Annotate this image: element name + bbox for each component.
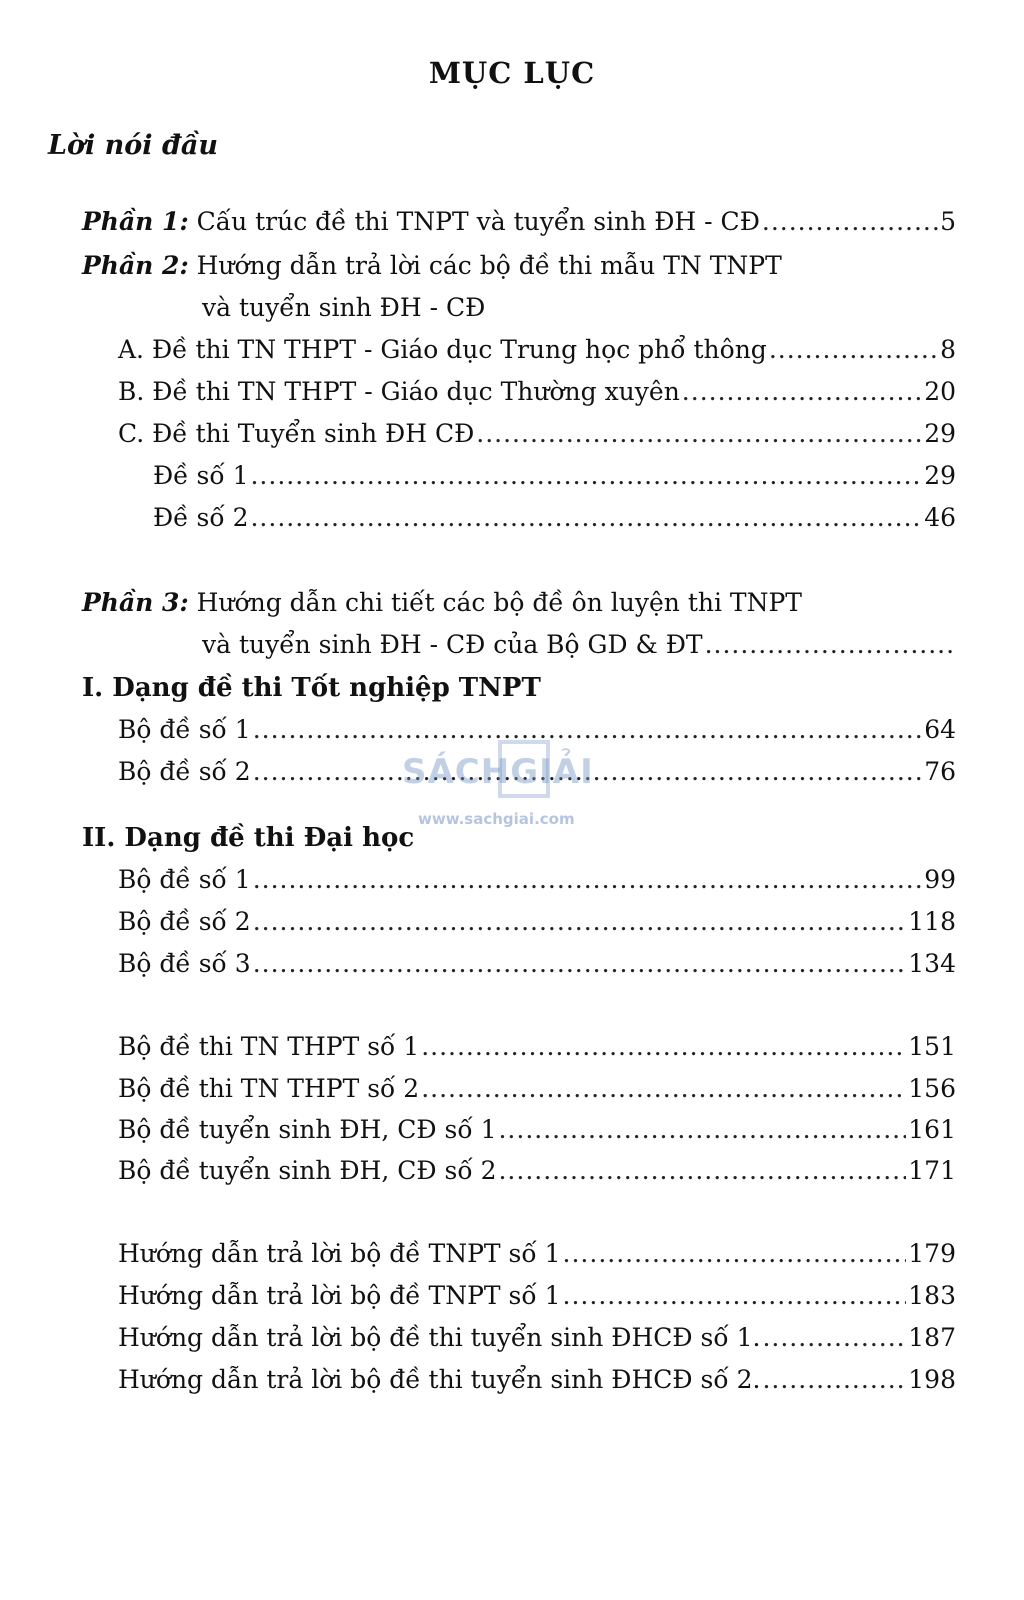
page-number: 161 <box>908 1115 956 1144</box>
toc-entry[interactable] <box>118 1074 956 1104</box>
leader-dots <box>253 949 907 979</box>
entry-text: Bộ đề số 1 <box>118 865 251 894</box>
leader-dots <box>253 757 923 787</box>
leader-dots <box>762 1365 906 1395</box>
entry-text: Đề số 1 <box>153 461 249 490</box>
page-number: 118 <box>908 907 956 936</box>
leader-dots <box>769 335 938 365</box>
entry-text: Hướng dẫn trả lời bộ đề TNPT số 1 <box>118 1281 561 1310</box>
watermark <box>402 740 602 840</box>
toc-entry-part3-cont <box>202 630 956 660</box>
page-number: 171 <box>908 1156 956 1185</box>
page-number: 76 <box>924 757 956 786</box>
toc-entry[interactable] <box>118 419 956 449</box>
entry-text-continuation: và tuyển sinh ĐH - CĐ của Bộ GD & ĐT <box>202 630 703 659</box>
toc-entry[interactable] <box>118 907 956 937</box>
page-number: 156 <box>908 1074 956 1103</box>
page-number: 183 <box>908 1281 956 1310</box>
toc-entry[interactable] <box>118 1281 956 1311</box>
entry-text: Hướng dẫn trả lời bộ đề thi tuyển sinh ĐHCĐ số 1. <box>118 1323 761 1352</box>
entry-text: Hướng dẫn trả lời các bộ đề thi mẫu TN TNPT <box>188 251 782 280</box>
leader-dots <box>762 1323 906 1353</box>
leader-dots <box>563 1239 907 1269</box>
toc-entry-part1[interactable] <box>82 207 956 237</box>
leader-dots <box>253 865 923 895</box>
entry-text: Hướng dẫn trả lời bộ đề thi tuyển sinh ĐHCĐ số 2. <box>118 1365 761 1394</box>
toc-entry[interactable] <box>118 377 956 407</box>
leader-dots <box>705 630 954 660</box>
toc-entry[interactable] <box>118 865 956 895</box>
entry-text: Bộ đề số 2 <box>118 757 251 786</box>
page-number: 179 <box>908 1239 956 1268</box>
entry-text: Bộ đề số 1 <box>118 715 251 744</box>
section-heading-2: II. Dạng đề thi Đại học <box>82 823 415 853</box>
leader-dots <box>498 1156 906 1186</box>
page-number: 20 <box>924 377 956 406</box>
toc-entry[interactable] <box>118 757 956 787</box>
toc-entry[interactable] <box>153 461 956 491</box>
entry-text: Đề số 2 <box>153 503 249 532</box>
part-label: Phần 3: <box>82 588 189 617</box>
leader-dots <box>498 1115 906 1145</box>
page-number: 64 <box>924 715 956 744</box>
entry-text: Hướng dẫn trả lời bộ đề TNPT số 1 <box>118 1239 561 1268</box>
entry-text: Bộ đề tuyển sinh ĐH, CĐ số 1 <box>118 1115 497 1144</box>
page-number: 46 <box>924 503 956 532</box>
leader-dots <box>421 1032 906 1062</box>
toc-entry[interactable] <box>153 503 956 533</box>
page-number: 29 <box>924 419 956 448</box>
leader-dots <box>253 715 923 745</box>
toc-entry[interactable] <box>118 1032 956 1062</box>
entry-text-continuation: và tuyển sinh ĐH - CĐ <box>202 293 486 322</box>
entry-text: C. Đề thi Tuyển sinh ĐH CĐ <box>118 419 475 448</box>
part-label: Phần 2: <box>82 251 189 280</box>
page-number: 198 <box>908 1365 956 1394</box>
entry-text: Bộ đề thi TN THPT số 2 <box>118 1074 420 1103</box>
entry-text: A. Đề thi TN THPT - Giáo dục Trung học phổ thông <box>118 335 767 364</box>
page-number: 5 <box>940 207 956 236</box>
page-number: 99 <box>924 865 956 894</box>
entry-text: Bộ đề số 2 <box>118 907 251 936</box>
watermark-url: www.sachgiai.com <box>418 810 575 828</box>
entry-text: Bộ đề số 3 <box>118 949 251 978</box>
watermark-brand: SÁCHGIẢI <box>402 752 594 792</box>
toc-entry[interactable] <box>118 1115 956 1145</box>
page-number: 187 <box>908 1323 956 1352</box>
leader-dots <box>682 377 922 407</box>
entry-text: Bộ đề thi TN THPT số 1 <box>118 1032 420 1061</box>
toc-entry[interactable] <box>118 1156 956 1186</box>
leader-dots <box>476 419 922 449</box>
leader-dots <box>253 907 907 937</box>
entry-text: Hướng dẫn chi tiết các bộ đề ôn luyện thi TNPT <box>188 588 802 617</box>
entry-text: B. Đề thi TN THPT - Giáo dục Thường xuyên <box>118 377 680 406</box>
page-number: 29 <box>924 461 956 490</box>
toc-entry[interactable] <box>118 1323 956 1353</box>
page-number: 8 <box>940 335 956 364</box>
section-heading-1: I. Dạng đề thi Tốt nghiệp TNPT <box>82 673 541 703</box>
toc-entry[interactable] <box>118 715 956 745</box>
toc-entry-part2[interactable] <box>82 251 782 281</box>
leader-dots <box>762 207 938 237</box>
toc-entry[interactable] <box>118 949 956 979</box>
toc-entry[interactable] <box>118 1239 956 1269</box>
part-label: Phần 1: <box>82 207 189 236</box>
entry-text: Bộ đề tuyển sinh ĐH, CĐ số 2 <box>118 1156 497 1185</box>
toc-entry[interactable] <box>118 1365 956 1395</box>
entry-text: Cấu trúc đề thi TNPT và tuyển sinh ĐH - CĐ <box>188 207 760 236</box>
leader-dots <box>250 503 922 533</box>
toc-entry-part3[interactable] <box>82 588 802 618</box>
toc-entry[interactable] <box>118 335 956 365</box>
page-number: 151 <box>908 1032 956 1061</box>
intro-heading: Lời nói đầu <box>48 130 218 161</box>
leader-dots <box>421 1074 906 1104</box>
leader-dots <box>250 461 922 491</box>
leader-dots <box>563 1281 907 1311</box>
page-title: MỤC LỤC <box>428 56 596 90</box>
page-number: 134 <box>908 949 956 978</box>
